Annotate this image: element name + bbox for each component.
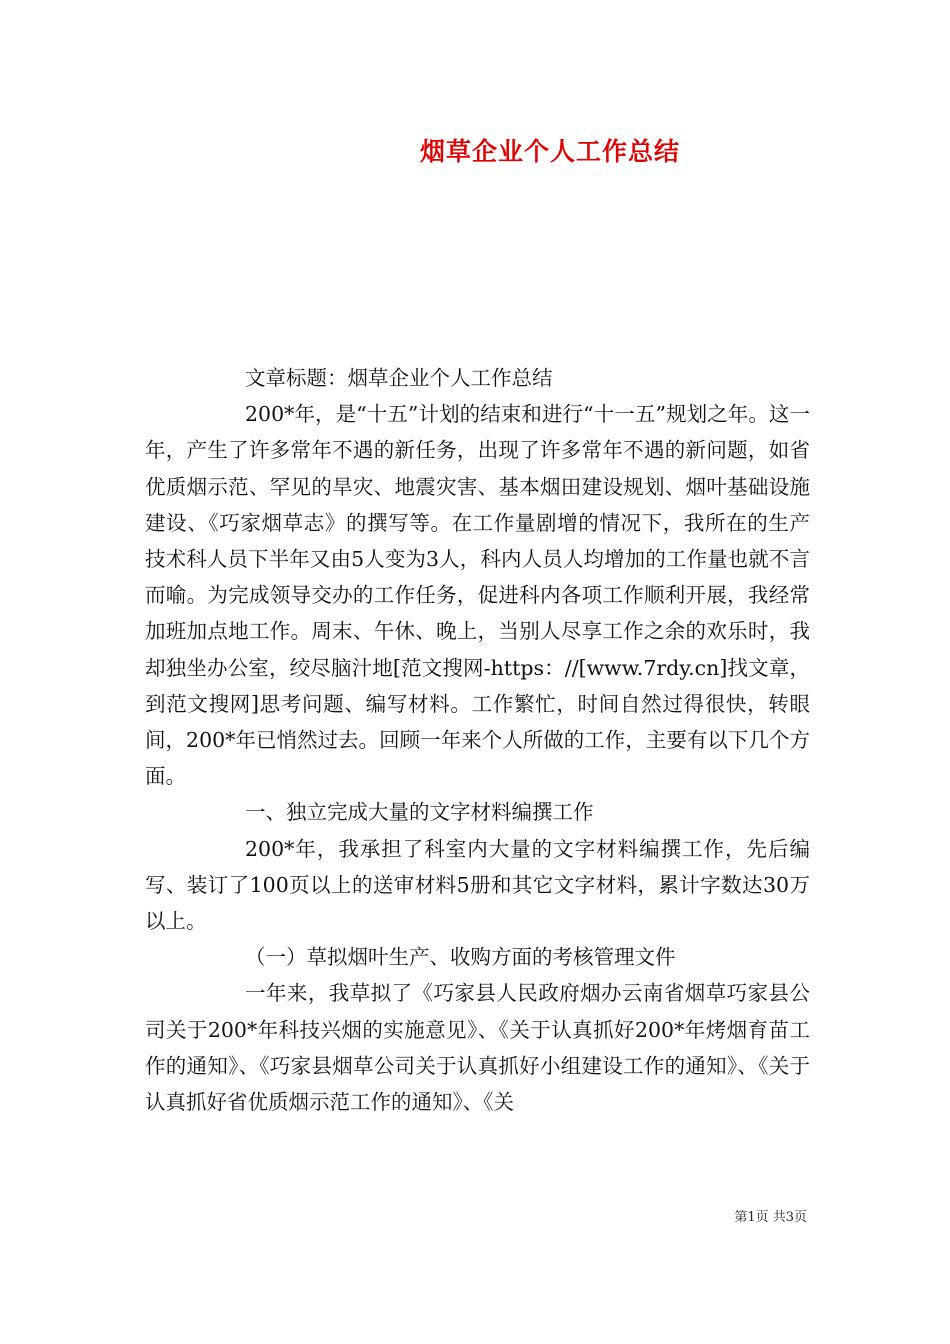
section-heading-1: 一、独立完成大量的文字材料编撰工作: [245, 800, 594, 825]
document-title: 烟草企业个人工作总结: [419, 137, 680, 166]
document-body: [145, 360, 810, 1120]
page-number-footer: 第1页 共3页: [734, 1210, 807, 1225]
article-label-paragraph: 文章标题：烟草企业个人工作总结: [245, 366, 553, 390]
section-1-paragraph: 200*年，我承担了科室内大量的文字材料编撰工作，先后编写、装订了100页以上的送审材料5册和其它文字材料，累计字数达30万以上。: [145, 836, 810, 934]
subsection-heading-1: （一）草拟烟叶生产、收购方面的考核管理文件: [245, 945, 676, 970]
intro-paragraph: 200*年，是“十五”计划的结束和进行“十一五”规划之年。这一年，产生了许多常年不遇的新任务，出现了许多常年不遇的新问题，如省优质烟示范、罕见的旱灾、地震灾害、基本烟田建设规划、烟叶基础设施建设、《巧家烟草志》的撰写等。在工作量剧增的情况下，我所在的生产技术科人员下半年又由5人变为3人，科内人员人均增加的工作量也就不言而喻。为完成领导交办的工作任务，促进科内各项工作顺利开展，我经常加班加点地工作。周末、午休、晚上，当别人尽享工作之余的欢乐时，我却独坐办公室，绞尽脑汁地[范文搜网-https：//[www.7rdy.cn]找文章，到范文搜网]思考问题、编写材料。工作繁忙，时间自然过得很快，转眼间，200*年已悄然过去。回顾一年来个人所做的工作，主要有以下几个方面。: [145, 402, 810, 789]
subsection-1-paragraph: 一年来，我草拟了《巧家县人民政府烟办云南省烟草巧家县公司关于200*年科技兴烟的实施意见》、《关于认真抓好200*年烤烟育苗工作的通知》、《巧家县烟草公司关于认真抓好小组建设工作的通知》、《关于认真抓好省优质烟示范工作的通知》、《关: [145, 981, 810, 1115]
